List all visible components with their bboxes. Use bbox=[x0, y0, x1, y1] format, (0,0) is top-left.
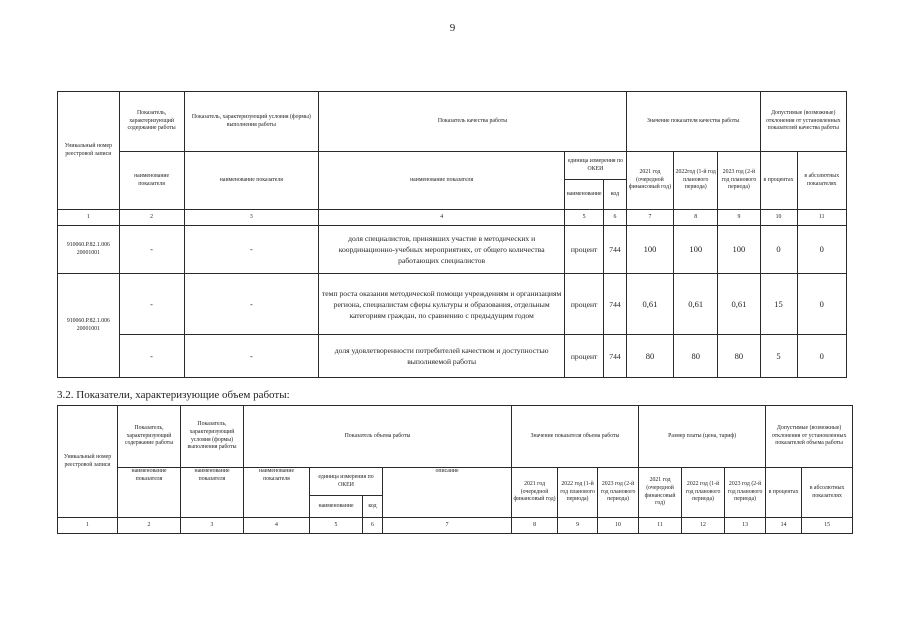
column-number: 6 bbox=[604, 210, 627, 226]
value-2021: 100 bbox=[626, 226, 673, 274]
header-unit: единица измерения по ОКЕИ bbox=[310, 468, 383, 496]
unit-code: 744 bbox=[604, 226, 627, 274]
column-number: 6 bbox=[363, 518, 383, 534]
header-value-2021: 2021 год (очередной финансовый год) bbox=[512, 468, 558, 518]
column-number: 3 bbox=[184, 210, 319, 226]
header-content: Показатель, характеризующий содержание работы bbox=[118, 406, 181, 468]
column-number: 1 bbox=[58, 518, 118, 534]
value-2022: 100 bbox=[674, 226, 718, 274]
header-absolute: в абсолютных показателях bbox=[797, 152, 846, 210]
deviation-absolute: 0 bbox=[797, 335, 846, 378]
unit-name: процент bbox=[565, 335, 604, 378]
header-price-2022: 2022 год (1-й год планового периода) bbox=[682, 468, 725, 518]
header-price-2021: 2021 год (очередной финансовый год) bbox=[639, 468, 682, 518]
column-number: 9 bbox=[718, 210, 760, 226]
column-number: 10 bbox=[760, 210, 797, 226]
column-number: 13 bbox=[725, 518, 766, 534]
header-condition-name: наименование показателя bbox=[184, 152, 319, 210]
header-volume-name: наименование показателя bbox=[244, 468, 310, 518]
header-content: Показатель, характеризующий содержание работы bbox=[119, 92, 184, 152]
header-content-name: наименование показателя bbox=[118, 468, 181, 518]
value-2022: 80 bbox=[674, 335, 718, 378]
header-absolute: в абсолютных показателях bbox=[802, 468, 853, 518]
volume-indicators-table bbox=[57, 405, 853, 534]
header-content-name: наименование показателя bbox=[119, 152, 184, 210]
header-value-2023: 2023 год (2-й год планового периода) bbox=[598, 468, 639, 518]
column-number: 8 bbox=[674, 210, 718, 226]
quality-indicators-table bbox=[57, 91, 847, 378]
column-number: 9 bbox=[558, 518, 598, 534]
content-value: - bbox=[119, 274, 184, 335]
column-number: 7 bbox=[383, 518, 512, 534]
column-number: 4 bbox=[244, 518, 310, 534]
unit-code: 744 bbox=[604, 335, 627, 378]
indicator-name: доля специалистов, принявших участие в методических и координационно-учебных мероприятиях, от общего количества работающих специалистов bbox=[319, 226, 565, 274]
header-values: Значение показателя качества работы bbox=[626, 92, 760, 152]
header-condition: Показатель, характеризующий условия (формы) выполнения работы bbox=[184, 92, 319, 152]
header-condition: Показатель, характеризующий условия (формы) выполнения работы bbox=[181, 406, 244, 468]
column-number: 14 bbox=[766, 518, 802, 534]
header-unit: единица измерения по ОКЕИ bbox=[565, 152, 627, 180]
column-number: 4 bbox=[319, 210, 565, 226]
deviation-absolute: 0 bbox=[797, 226, 846, 274]
unit-name: процент bbox=[565, 274, 604, 335]
content-value: - bbox=[119, 335, 184, 378]
indicator-name: темп роста оказания методической помощи учреждениям и организациям региона, специалистам сферы культуры и образования, отдельным категориям граждан, по сравнению с предыдущим годом bbox=[319, 274, 565, 335]
registry-number: 910060.Р.82.1.006 20001001 bbox=[58, 226, 120, 274]
header-deviation: Допустимые (возможные) отклонения от установленных показателей качества работы bbox=[760, 92, 846, 152]
header-quality: Показатель качества работы bbox=[319, 92, 627, 152]
header-percent: в процентах bbox=[766, 468, 802, 518]
column-number: 8 bbox=[512, 518, 558, 534]
page-number: 9 bbox=[449, 22, 456, 34]
column-number: 12 bbox=[682, 518, 725, 534]
condition-value: - bbox=[184, 335, 319, 378]
header-unit-code: код bbox=[363, 496, 383, 518]
unit-name: процент bbox=[565, 226, 604, 274]
header-condition-name: наименование показателя bbox=[181, 468, 244, 518]
deviation-percent: 15 bbox=[760, 274, 797, 335]
header-values: Значение показателя объема работы bbox=[512, 406, 639, 468]
indicator-name: доля удовлетворенности потребителей качеством и доступностью выполняемой работы bbox=[319, 335, 565, 378]
deviation-percent: 0 bbox=[760, 226, 797, 274]
header-price: Размер платы (цена, тариф) bbox=[639, 406, 766, 468]
value-2023: 80 bbox=[718, 335, 760, 378]
registry-number: 910060.Р.82.1.006 20001001 bbox=[58, 274, 120, 378]
column-number: 1 bbox=[58, 210, 120, 226]
table-row bbox=[58, 335, 847, 378]
table-row bbox=[58, 226, 847, 274]
deviation-percent: 5 bbox=[760, 335, 797, 378]
header-year-2023: 2023 год (2-й год планового периода) bbox=[718, 152, 760, 210]
header-price-2023: 2023 год (2-й год планового периода) bbox=[725, 468, 766, 518]
header-percent: в процентах bbox=[760, 152, 797, 210]
section-title: 3.2. Показатели, характеризующие объем работы: bbox=[57, 389, 290, 401]
header-deviation: Допустимые (возможные) отклонения от установленных показателей объема работы bbox=[766, 406, 853, 468]
value-2022: 0,61 bbox=[674, 274, 718, 335]
header-registry: Уникальный номер реестровой записи bbox=[58, 406, 118, 518]
header-registry: Уникальный номер реестровой записи bbox=[58, 92, 120, 210]
condition-value: - bbox=[184, 226, 319, 274]
header-quality-name: наименование показателя bbox=[319, 152, 565, 210]
table-row bbox=[58, 274, 847, 335]
deviation-absolute: 0 bbox=[797, 274, 846, 335]
column-number: 5 bbox=[565, 210, 604, 226]
header-unit-name: наименование bbox=[565, 180, 604, 210]
column-number: 11 bbox=[639, 518, 682, 534]
column-number: 15 bbox=[802, 518, 853, 534]
condition-value: - bbox=[184, 274, 319, 335]
value-2021: 0,61 bbox=[626, 274, 673, 335]
header-year-2021: 2021 год (очередной финансовый год) bbox=[626, 152, 673, 210]
unit-code: 744 bbox=[604, 274, 627, 335]
value-2023: 0,61 bbox=[718, 274, 760, 335]
value-2023: 100 bbox=[718, 226, 760, 274]
header-value-2022: 2022 год (1-й год планового периода) bbox=[558, 468, 598, 518]
header-description: описание bbox=[383, 468, 512, 518]
column-number: 5 bbox=[310, 518, 363, 534]
header-volume: Показатель объема работы bbox=[244, 406, 512, 468]
header-unit-code: код bbox=[604, 180, 627, 210]
column-number: 11 bbox=[797, 210, 846, 226]
column-number: 2 bbox=[119, 210, 184, 226]
header-unit-name: наименование bbox=[310, 496, 363, 518]
header-year-2022: 2022год (1-й год планового периода) bbox=[674, 152, 718, 210]
column-number: 3 bbox=[181, 518, 244, 534]
column-number: 10 bbox=[598, 518, 639, 534]
column-number: 7 bbox=[626, 210, 673, 226]
column-number: 2 bbox=[118, 518, 181, 534]
content-value: - bbox=[119, 226, 184, 274]
value-2021: 80 bbox=[626, 335, 673, 378]
